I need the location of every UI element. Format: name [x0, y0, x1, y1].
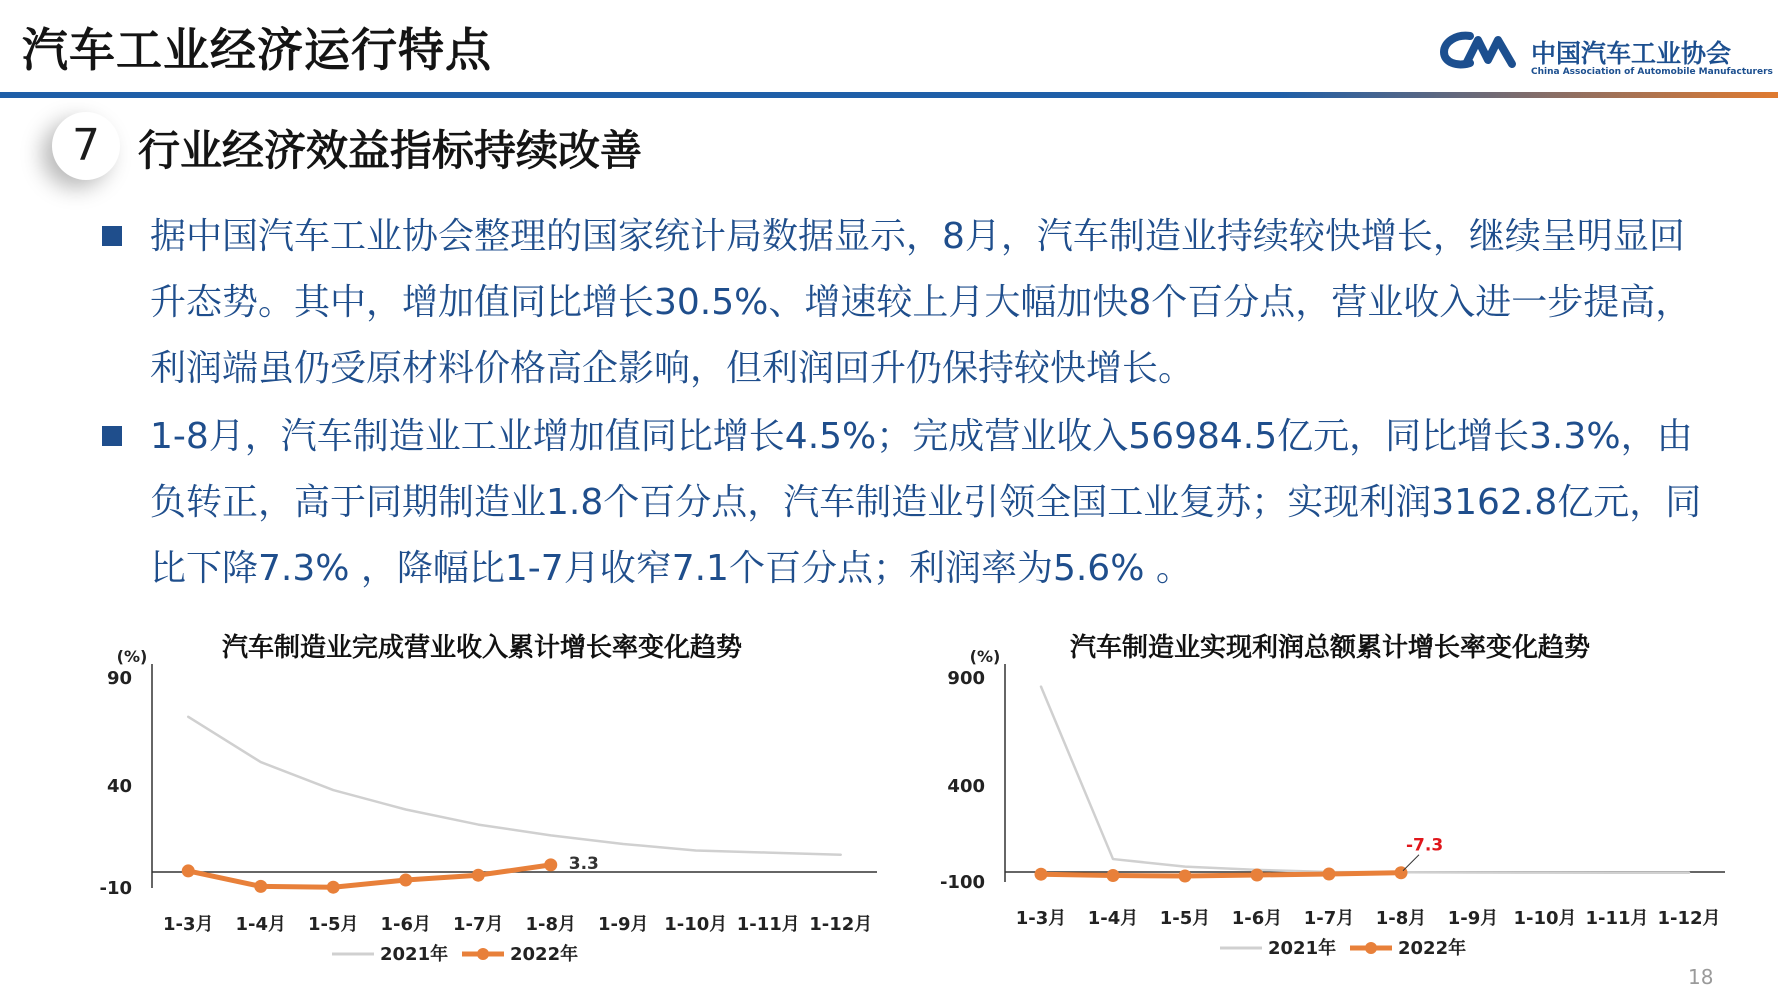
- profit-growth-chart: [930, 620, 1730, 970]
- x-tick-label: 1-11月: [1585, 908, 1649, 929]
- series-point-2022年: [1179, 870, 1192, 883]
- y-axis-unit-label: (%): [969, 647, 1001, 666]
- x-tick-label: 1-5月: [1159, 908, 1211, 929]
- legend-label-2022: 2022年: [1398, 938, 1467, 959]
- paragraph-2: 1-8月，汽车制造业工业增加值同比增长4.5%；完成营业收入56984.5亿元，同比增长3.3%，由负转正，高于同期制造业1.8个百分点，汽车制造业引领全国工业复苏；实现利润3162.8亿元，同比下降7.3% ，降幅比1-7月收窄7.1个百分点；利润率为5.6% 。: [150, 416, 1702, 589]
- revenue-growth-chart: [82, 620, 882, 970]
- x-tick-label: 1-7月: [452, 914, 504, 935]
- x-tick-label: 1-10月: [664, 914, 728, 935]
- paragraph-1: 据中国汽车工业协会整理的国家统计局数据显示，8月，汽车制造业持续较快增长，继续呈明显回升态势。其中，增加值同比增长30.5%、增速较上月大幅加快8个百分点，营业收入进一步提高，利润端虽仍受原材料价格高企影响，但利润回升仍保持较快增长。: [150, 216, 1692, 389]
- x-tick-label: 1-12月: [1657, 908, 1721, 929]
- x-tick-label: 1-4月: [1087, 908, 1139, 929]
- caam-logo-mark: [1440, 30, 1526, 70]
- bullet-square-icon: [102, 426, 122, 446]
- y-tick-label: 400: [947, 775, 985, 797]
- section-title: 行业经济效益指标持续改善: [138, 126, 643, 175]
- series-line-2022年: [1041, 873, 1401, 876]
- header-divider: [0, 92, 1778, 98]
- x-tick-label: 1-9月: [1447, 908, 1499, 929]
- chart-title: 汽车制造业完成营业收入累计增长率变化趋势: [221, 633, 743, 663]
- x-tick-label: 1-11月: [736, 914, 800, 935]
- series-line-2021年: [1041, 687, 1689, 873]
- y-axis-unit-label: (%): [116, 647, 148, 666]
- series-point-2022年: [1107, 869, 1120, 882]
- legend-marker-2022: [477, 948, 489, 960]
- profit-growth-chart-svg: [930, 620, 1730, 970]
- revenue-growth-chart-svg: [82, 620, 882, 970]
- x-tick-label: 1-4月: [235, 914, 287, 935]
- y-tick-label: 90: [106, 668, 132, 689]
- x-tick-label: 1-12月: [809, 914, 873, 935]
- logo-name-en: China Association of Automobile Manufacturers: [1531, 67, 1773, 77]
- x-tick-label: 1-8月: [1375, 908, 1427, 929]
- legend-label-2022: 2022年: [510, 944, 579, 965]
- x-tick-label: 1-3月: [162, 914, 214, 935]
- bullet-square-icon: [102, 226, 122, 246]
- caam-logo: [1440, 30, 1773, 90]
- y-tick-label: -100: [939, 872, 985, 893]
- x-tick-label: 1-10月: [1513, 908, 1577, 929]
- section-number-badge: 7: [52, 112, 120, 180]
- series-point-2022年: [327, 881, 340, 894]
- legend-label-2021: 2021年: [1268, 938, 1337, 959]
- page-number: 18: [1688, 965, 1714, 989]
- x-tick-label: 1-5月: [307, 914, 359, 935]
- x-tick-label: 1-9月: [597, 914, 649, 935]
- x-tick-label: 1-6月: [380, 914, 432, 935]
- y-tick-label: -10: [99, 878, 132, 899]
- series-line-2021年: [188, 717, 841, 855]
- x-tick-label: 1-3月: [1015, 908, 1067, 929]
- series-point-2022年: [1323, 868, 1336, 881]
- legend-marker-2022: [1365, 942, 1377, 954]
- series-point-2022年: [472, 869, 485, 882]
- logo-name-cn: 中国汽车工业协会: [1531, 39, 1732, 68]
- x-tick-label: 1-8月: [525, 914, 577, 935]
- series-point-2022年: [1251, 869, 1264, 882]
- data-label: 3.3: [568, 853, 599, 874]
- series-line-2022年: [188, 865, 551, 887]
- data-label: -7.3: [1406, 835, 1444, 856]
- series-point-2022年: [254, 880, 267, 893]
- series-point-2022年: [1035, 868, 1048, 881]
- y-tick-label: 40: [106, 775, 132, 797]
- x-tick-label: 1-7月: [1303, 908, 1355, 929]
- legend-label-2021: 2021年: [380, 944, 449, 965]
- x-tick-label: 1-6月: [1231, 908, 1283, 929]
- slide-title: 汽车工业经济运行特点: [22, 23, 492, 77]
- chart-title: 汽车制造业实现利润总额累计增长率变化趋势: [1069, 633, 1591, 663]
- series-point-2022年: [544, 858, 557, 871]
- series-point-2022年: [182, 864, 195, 877]
- y-tick-label: 900: [947, 668, 985, 689]
- data-label-leader: [1403, 855, 1419, 871]
- series-point-2022年: [399, 874, 412, 887]
